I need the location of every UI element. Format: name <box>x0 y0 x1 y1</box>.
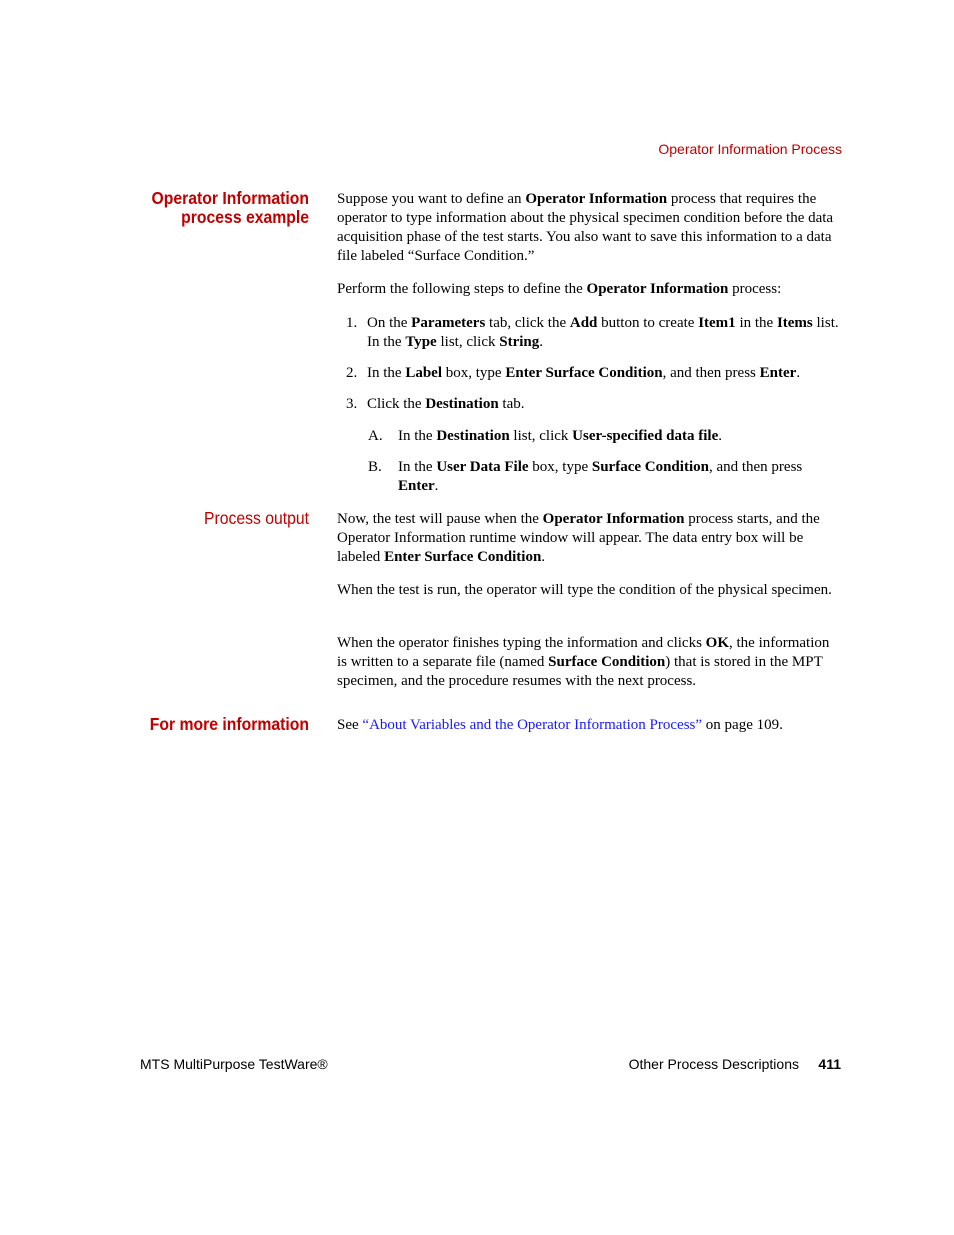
heading-line-2: process example <box>181 207 309 227</box>
step-number: 2. <box>346 365 358 381</box>
text: process that requires the operator to type information about the physical specimen condition before the data acquisition phase of the test starts. You also want to save this information to a data file labeled “Surface Condition.” <box>337 191 834 264</box>
output-paragraph-2: When the test is run, the operator will type the condition of the physical specimen. <box>337 582 832 598</box>
output-paragraph-1: Now, the test will pause when the Operator Information process starts, and the Operator Information runtime window will appear. The data entry box will be labeled Enter Surface Condition. <box>337 511 820 565</box>
bold-term: Operator Information <box>525 191 668 207</box>
section-heading-output: Process output <box>203 508 309 528</box>
substep-letter: A. <box>368 428 383 444</box>
step-text: Click the Destination tab. <box>367 396 525 412</box>
section-heading-more-info: For more information <box>149 714 309 734</box>
text: Suppose you want to define an <box>337 191 526 207</box>
output-paragraph-3: When the operator finishes typing the information and clicks OK, the information is written to a separate file (named Surface Condition) that is stored in the MPT specimen, and the procedure resumes with the next process. <box>337 635 830 689</box>
page-number: 411 <box>818 1056 841 1072</box>
heading-line-1: Operator Information <box>151 188 309 208</box>
text: Perform the following steps to define the <box>337 281 587 297</box>
running-header: Operator Information Process <box>658 141 842 157</box>
cross-reference-link[interactable]: “About Variables and the Operator Information Process” <box>362 717 703 733</box>
substep-text: In the User Data File box, type Surface Condition, and then press Enter. <box>398 459 803 494</box>
perform-paragraph <box>337 280 842 299</box>
footer-chapter-name: Other Process Descriptions <box>628 1056 799 1072</box>
substep-text: In the Destination list, click User-specified data file. <box>398 428 722 444</box>
step-number: 1. <box>346 315 358 331</box>
substep-letter: B. <box>368 459 382 475</box>
text: process: <box>728 281 782 297</box>
step-number: 3. <box>346 396 358 412</box>
bold-term: Operator Information <box>586 281 729 297</box>
intro-paragraph <box>337 190 842 266</box>
section-heading-example <box>129 189 309 227</box>
more-info-paragraph: See “About Variables and the Operator Information Process” on page 109. <box>337 717 783 733</box>
step-text: On the Parameters tab, click the Add button to create Item1 in the Items list. In the Type list, click String. <box>367 315 839 350</box>
footer-product-name: MTS MultiPurpose TestWare® <box>140 1056 328 1072</box>
step-text: In the Label box, type Enter Surface Condition, and then press Enter. <box>367 365 801 381</box>
